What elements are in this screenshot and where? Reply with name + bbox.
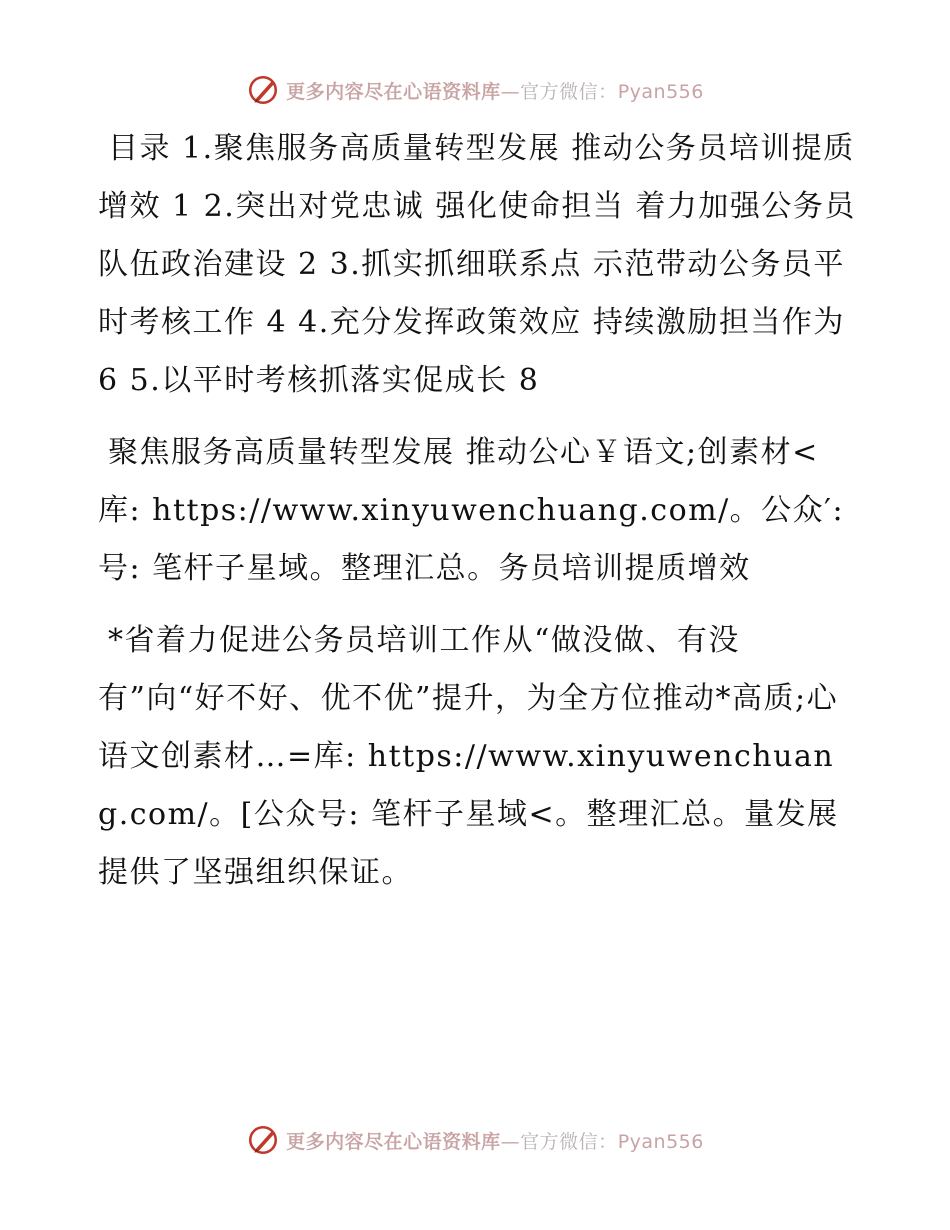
banner-text [286, 77, 704, 104]
banner-label: 官方微信： [520, 1130, 618, 1153]
banner-site-text: 更多内容尽在心语资料库 [286, 80, 501, 103]
banner-separator: — [500, 1130, 521, 1153]
banner-wechat-id: Pyan556 [617, 80, 704, 103]
section-title-paragraph: 聚焦服务高质量转型发展 推动公心￥语文;创素材<库: https://www.xinyuwenchuang.com/。公众′:号: 笔杆子星域。整理汇总。务员培训提质增效 [98, 435, 845, 586]
footer-banner [0, 1120, 950, 1160]
body-paragraph: *省着力促进公务员培训工作从“做没做、有没有”向“好不好、优不优”提升，为全方位推动*高质;心语文创素材…=库: https://www.xinyuwenchuang.com/。[公众号: 笔杆子星域<。整理汇总。量发展提供了坚强组织保证。 [98, 623, 839, 890]
banner-separator: — [500, 80, 521, 103]
banner-site-text: 更多内容尽在心语资料库 [286, 1130, 501, 1153]
header-banner [0, 70, 950, 110]
banner-label: 官方微信： [520, 80, 618, 103]
banner-wechat-id: Pyan556 [617, 1130, 704, 1153]
banner-text [286, 1127, 704, 1154]
toc-paragraph: 目录 1.聚焦服务高质量转型发展 推动公务员培训提质增效 1 2.突出对党忠诚 强化使命担当 着力加强公务员队伍政治建设 2 3.抓实抓细联系点 示范带动公务员平时考核工作 4 4.充分发挥政策效应 持续激励担当作为 6 5.以平时考核抓落实促成长 8 [98, 131, 856, 398]
pen-logo-icon [246, 1123, 280, 1157]
pen-logo-icon [246, 73, 280, 107]
document-body [98, 120, 858, 916]
